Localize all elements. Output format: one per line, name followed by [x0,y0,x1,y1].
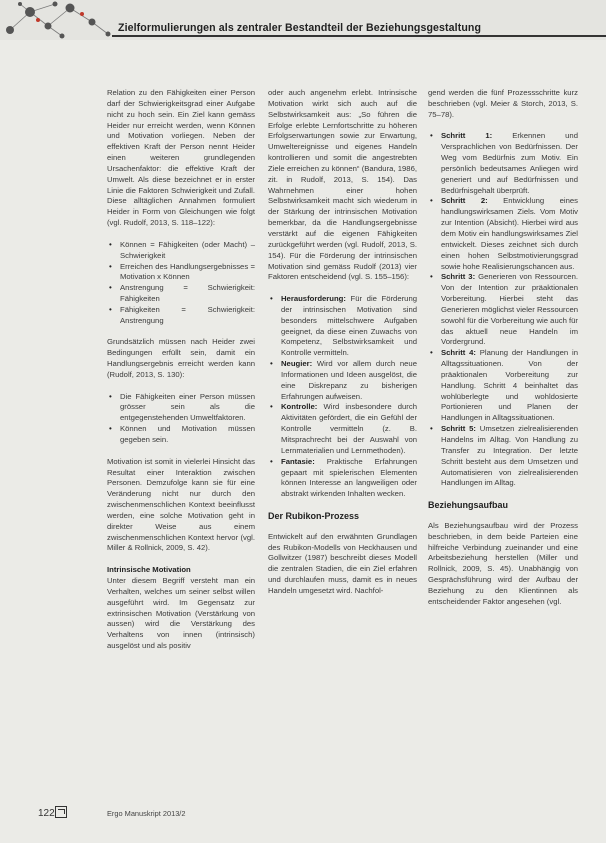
equation-list [107,240,255,327]
list-item-text: Entwicklung eines handlungswirksamen Ziels. Vom Motiv zur Intention (Absicht). Hierbei wird aus dem Motiv ein handlungswirksames Ziel entwickelt. Dieses zeichnet sich durch einen hohen Selbstmotivierungsgrad sowie hohe Realisierungschancen aus. [441,196,578,271]
list-item-text: Generieren von Ressourcen. Von der Intention zur präaktionalen Vorbereitung. Hierbei steht das Generieren möglichst vieler Ressourcen sowohl für die Vorbereitung wie auch für das aktuell neue Handeln im Vordergrund. [441,272,578,347]
section-heading-beziehungsaufbau: Beziehungsaufbau [428,500,509,511]
paragraph: oder auch angenehm erlebt. Intrinsische Motivation wirkt sich auch auf die Selbstwirksamkeit aus: „So führen die Erfolge erlebte Lernfortschritte zu höheren Erfolgserwartungen sowie zur Erwartung, Umweltereignisse und eigenes Handeln kontrollieren und somit die angestrebten Ziele erreichen zu können“ (Bandura, 1986, zit. in Rudolf, 2013, S. 154). Das Wahrnehmen einer hohen Selbstwirksamkeit macht sich wiederum in der Stärkung der intrinsischen Motivation bemerkbar, da die Handlungsergebnisse verstärkt auf die eigenen Fähigkeiten zurückgeführt werden (vgl. Rudolf, 2013, S. 154). Für die Förderung der intrinsischen Motivation sind gemäss Rudolf (2013) vier Faktoren entscheidend (vgl. S. 155–156): [268,88,417,282]
column-1 [107,88,255,663]
list-item: • Können = Fähigkeiten (oder Macht) – Schwierigkeit [107,240,255,262]
list-item-term: Neugier: [281,359,313,369]
list-item: • Die Fähigkeiten einer Person müssen grösser sein als die entgegenstehenden Umweltfaktoren. [107,392,255,425]
list-item-text: Wird vor allem durch neue Informationen und Ideen ausgelöst, die eine Diskrepanz zu bisherigen Erfahrungen aufweisen. [281,359,417,401]
list-item [428,131,578,196]
paragraph: Als Beziehungsaufbau wird der Prozess beschrieben, in dem beide Parteien eine hilfreiche Verbindung zueinander und eine Arbeitsbeziehung herstellen (Miller und Rollnick, 2009, S. 45). Unabhängig von Gesprächsführung wird der Aufbau der Beziehung zu den Klientinnen als entscheidender Faktor angesehen (vgl. [428,520,578,606]
list-item-text: Umsetzen zielrealisierenden Handelns im Alltag. Von Handlung zu Transfer zu Integration. Der letzte Schritt besteht aus dem Umsetzen und Automatisieren von zielrealisierenden Handlungen im Alltag. [441,424,578,488]
column-2 [268,88,417,608]
section-heading-rubikon: Der Rubikon-Prozess [268,510,360,521]
list-item [428,272,578,348]
paragraph: Relation zu den Fähigkeiten einer Person darf der Schwierigkeitsgrad einer Aufgabe nicht zu hoch sein. Ein Ziel kann gemäss Heider nur erreicht werden, wenn Können und Motivation vorliegen. Neben der effektiven Kraft der Person nennt Heider einen weiteren grundlegenden Ursachenfaktor: die effektive Kraft der Umwelt. Als diese bezeichnet er in erster Linie die Faktoren Schwierigkeit und Zufall. Diese alltäglichen Annahmen formuliert Heider in Form von Gleichungen wie folgt (vgl. Rudolf, 2013, S. 118–122): [107,88,255,228]
footer-publication: Ergo Manuskript 2013/2 [107,809,186,818]
column-3 [428,88,578,619]
list-item [428,424,578,489]
page-number: 122 [38,808,55,819]
factor-list [268,294,417,500]
paragraph: gend werden die fünf Prozessschritte kurz beschrieben (vgl. Meier & Storch, 2013, S. 75–78). [428,88,578,119]
paragraph: Entwickelt auf den erwähnten Grundlagen des Rubikon-Modells von Heckhausen und Gollwitzer (1987) beschreibt dieses Modell die zentralen Stadien, die ein Ziel erfahren und durchlaufen muss, damit es in neues Handeln umgesetzt wird. Nachfol- [268,531,417,595]
paragraph: Motivation ist somit in vielerlei Hinsicht das Resultat einer Interaktion zwischen Personen. Demzufolge kann sie für eine Veränderung nicht nur durch den zwischenmenschlichen Kontext beeinflusst werden, eine solche Motivation geht in direkter Weise aus einem zwischenmenschlichen Kontext hervor (vgl. Miller & Rollnick, 2009, S. 42). [107,456,255,553]
list-item-term: Fantasie: [281,456,315,466]
list-item: • Anstrengung = Schwierigkeit: Fähigkeiten [107,283,255,305]
list-item: • Fähigkeiten = Schwierigkeit: Anstrengung [107,305,255,327]
steps-list [428,131,578,489]
list-item-term: Schritt 5: [441,424,476,434]
list-item-text: Für die Förderung der intrinsischen Motivation sind besonders mittelschwere Aufgaben geeignet, da diese einen Zuwachs von Kompetenz, Selbstwirksamkeit und Kontrolle vermitteln. [281,294,417,358]
list-item [268,402,417,456]
list-item [428,348,578,424]
list-item-text: Wird insbesondere durch Aktivitäten gefördert, die ein Gefühl der Kontrolle vermitteln (z. B. Mitsprachrecht bei der Auswahl von Lernmaterialien und Lernmethoden). [281,402,417,455]
list-item [268,294,417,359]
list-item-term: Schritt 2: [441,196,488,206]
list-item: • Erreichen des Handlungsergebnisses = Motivation x Können [107,262,255,284]
list-item-term: Schritt 1: [441,131,493,141]
list-item [428,196,578,272]
list-item-text: Praktische Erfahrungen gepaart mit spielerischen Elementen können Interesse an langweiligen oder abstrakt wirkenden Inhalten wecken. [281,456,417,499]
list-item [268,359,417,402]
list-item [268,457,417,500]
molecule-decoration-icon [0,0,115,40]
paragraph: Grundsätzlich müssen nach Heider zwei Bedingungen erfüllt sein, damit ein Handlungsergebnis erreicht werden kann (Rudolf, 2013, S. 130): [107,337,255,379]
list-item-text: Planung der Handlungen in Alltagssituationen. Von der präaktionalen Vorbereitung zur Handlung. Schritt 4 beinhaltet das wohlüberlegte und wohldosierte Portionieren und Planen der Handlungen in Alltagssituationen. [441,348,578,423]
paragraph: Unter diesem Begriff versteht man ein Verhalten, welches um seiner selbst willen ausgeführt wird. Im Gegensatz zur extrinsischen Motivation (Verstärkung von aussen) wird die Verstärkung des Verhaltens von innen (intrinsisch) ausgelöst und als positiv [107,575,255,651]
list-item-term: Herausforderung: [281,294,346,304]
list-item-text: Erkennen und Versprachlichen von Bedürfnissen. Der Weg vom Bedürfnis zum Motiv. Ein persönlich bedeutsames Anliegen wird generiert und auf Bedürfnissen und Bedürfnisgehalt überprüft. [441,131,578,195]
list-item: • Können und Motivation müssen gegeben sein. [107,424,255,446]
header-rule [112,35,606,37]
list-item-term: Schritt 4: [441,348,476,358]
list-item-term: Kontrolle: [281,402,318,412]
running-header-title: Zielformulierungen als zentraler Bestandteil der Beziehungsgestaltung [118,22,482,34]
subheading-intrinsic-motivation: Intrinsische Motivation [107,565,191,575]
publisher-logo-icon [55,806,67,818]
condition-list [107,392,255,446]
list-item-term: Schritt 3: [441,272,476,282]
